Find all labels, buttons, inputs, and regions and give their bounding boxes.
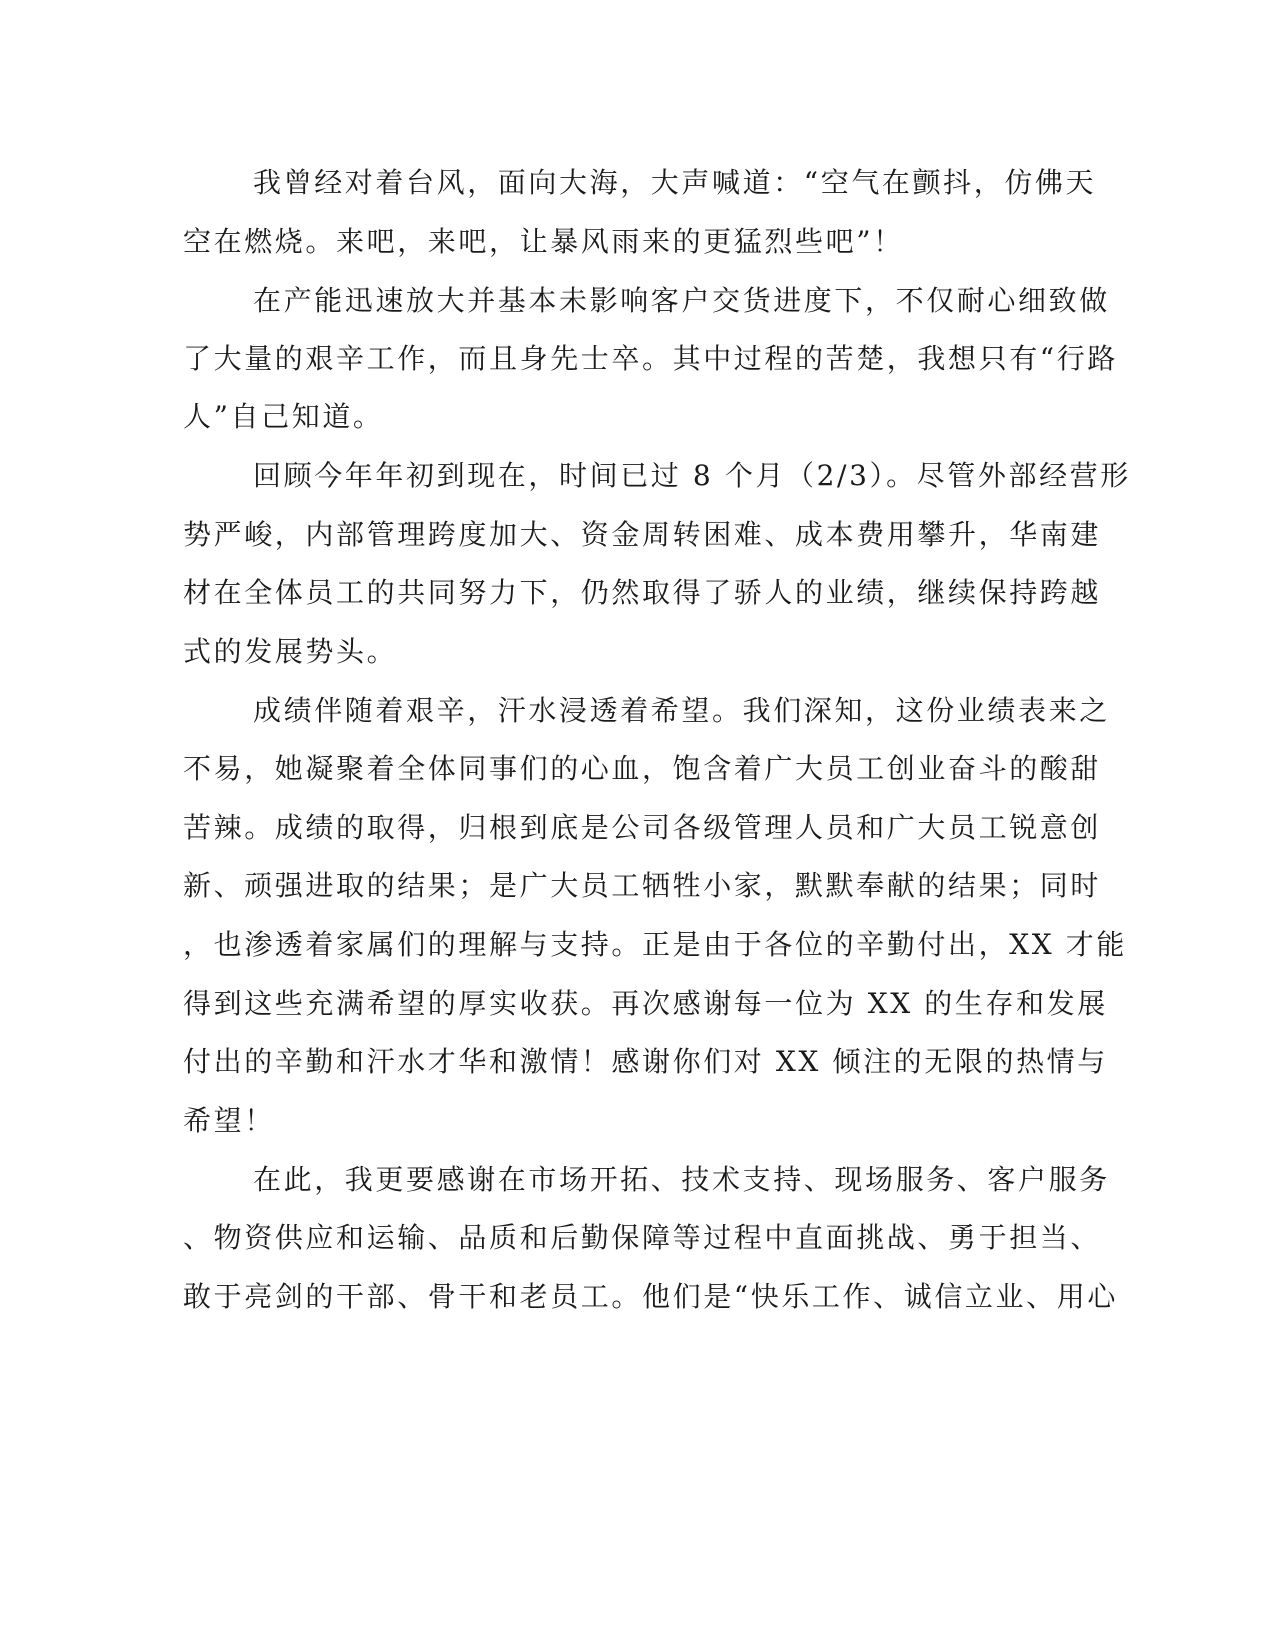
paragraph-4-line-1: 成绩伴随着艰辛，汗水浸透着希望。我们深知，这份业绩表来之 xyxy=(253,694,1110,727)
paragraph-4-line-2: 不易，她凝聚着全体同事们的心血，饱含着广大员工创业奋斗的酸甜 xyxy=(183,752,1102,785)
paragraph-1-line-1: 我曾经对着台风，面向大海，大声喊道：“空气在颤抖，仿佛天 xyxy=(253,166,1097,199)
paragraph-4-line-4: 新、顽强进取的结果；是广大员工牺牲小家，默默奉献的结果；同时 xyxy=(183,869,1102,902)
paragraph-2-line-1: 在产能迅速放大并基本未影响客户交货进度下，不仅耐心细致做 xyxy=(253,284,1110,317)
paragraph-1-line-2: 空在燃烧。来吧，来吧，让暴风雨来的更猛烈些吧”！ xyxy=(183,225,904,258)
paragraph-2-line-3: 人”自己知道。 xyxy=(183,400,384,433)
paragraph-4-line-8: 希望！ xyxy=(183,1104,275,1137)
paragraph-5-line-3: 敢于亮剑的干部、骨干和老员工。他们是“快乐工作、诚信立业、用心 xyxy=(183,1280,1118,1313)
paragraph-3-line-3: 材在全体员工的共同努力下，仍然取得了骄人的业绩，继续保持跨越 xyxy=(183,576,1102,609)
paragraph-3-line-4: 式的发展势头。 xyxy=(183,635,398,668)
paragraph-5-line-2: 、物资供应和运输、品质和后勤保障等过程中直面挑战、勇于担当、 xyxy=(183,1221,1102,1254)
paragraph-4-line-6: 得到这些充满希望的厚实收获。再次感谢每一位为 XX 的生存和发展 xyxy=(183,987,1108,1020)
paragraph-5-line-1: 在此，我更要感谢在市场开拓、技术支持、现场服务、客户服务 xyxy=(253,1163,1110,1196)
paragraph-3-line-2: 势严峻，内部管理跨度加大、资金周转困难、成本费用攀升，华南建 xyxy=(183,518,1102,551)
paragraph-4-line-5: ，也渗透着家属们的理解与支持。正是由于各位的辛勤付出，XX 才能 xyxy=(183,928,1127,961)
paragraph-4-line-7: 付出的辛勤和汗水才华和激情！感谢你们对 XX 倾注的无限的热情与 xyxy=(183,1045,1108,1078)
paragraph-3-line-1: 回顾今年年初到现在，时间已过 8 个月（2/3）。尽管外部经营形 xyxy=(253,459,1131,492)
paragraph-2-line-2: 了大量的艰辛工作，而且身先士卒。其中过程的苦楚，我想只有“行路 xyxy=(183,342,1118,375)
paragraph-4-line-3: 苦辣。成绩的取得，归根到底是公司各级管理人员和广大员工锐意创 xyxy=(183,811,1102,844)
